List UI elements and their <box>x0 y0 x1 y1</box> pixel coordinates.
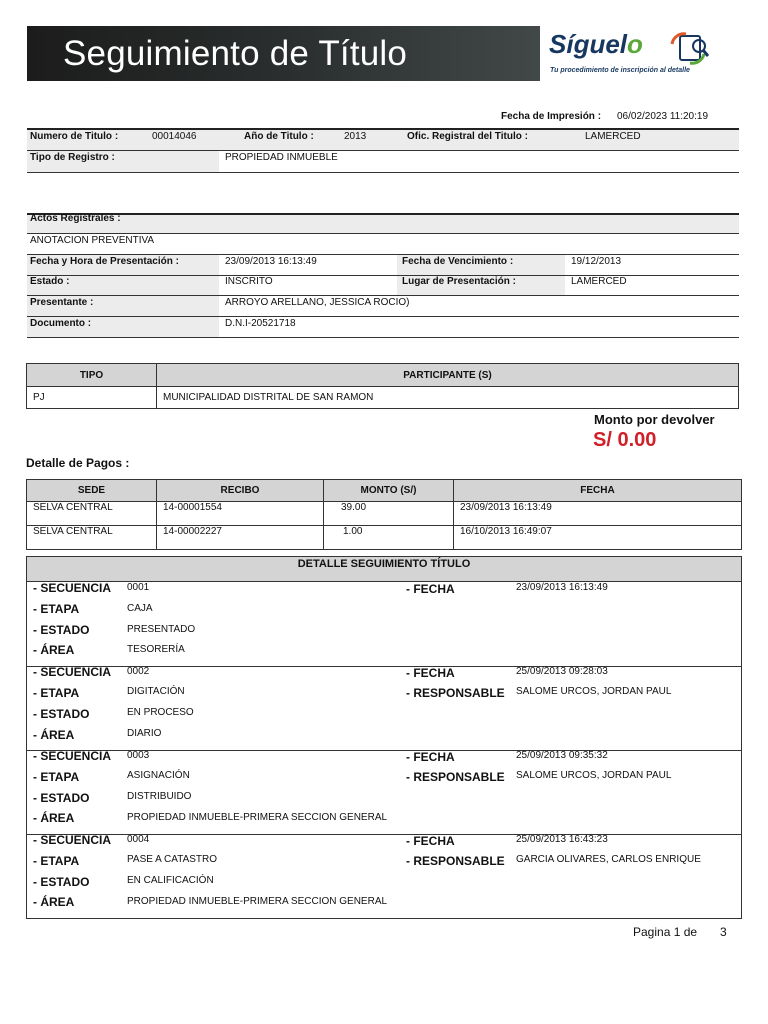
ofic-registral-label: Ofic. Registral del Titulo : <box>407 131 528 142</box>
area-label: - ÁREA <box>33 895 75 909</box>
responsable-value: GARCIA OLIVARES, CARLOS ENRIQUE <box>516 854 701 865</box>
print-date-value: 06/02/2023 11:20:19 <box>617 111 709 122</box>
numero-titulo-value: 00014046 <box>152 131 197 142</box>
estado-value: EN CALIFICACIÓN <box>127 875 214 886</box>
pago-sede: SELVA CENTRAL <box>27 526 157 550</box>
participantes-header-participante: PARTICIPANTE (S) <box>157 364 739 387</box>
fecha-value: 25/09/2013 09:35:32 <box>516 750 608 761</box>
responsable-label: - RESPONSABLE <box>406 854 505 868</box>
pago-recibo: 14-00001554 <box>157 502 324 526</box>
tipo-registro-label: Tipo de Registro : <box>30 152 115 163</box>
estado-value: EN PROCESO <box>127 707 194 718</box>
pago-recibo: 14-00002227 <box>157 526 324 550</box>
secuencia-value: 0001 <box>127 582 150 593</box>
divider <box>27 213 739 215</box>
divider <box>27 172 739 173</box>
fecha-label: - FECHA <box>406 750 455 764</box>
participantes-table <box>26 363 739 409</box>
anio-titulo-label: Año de Titulo : <box>244 131 314 142</box>
monto-devolver-value: S/ 0.00 <box>593 429 657 451</box>
area-label: - ÁREA <box>33 811 75 825</box>
participantes-header-tipo: TIPO <box>27 364 157 387</box>
detalle-pagos-title: Detalle de Pagos : <box>26 456 130 470</box>
estado-value: PRESENTADO <box>127 624 196 635</box>
estado-value: INSCRITO <box>225 276 273 287</box>
secuencia-label: - SECUENCIA <box>33 833 112 847</box>
divider <box>27 254 739 255</box>
responsable-label: - RESPONSABLE <box>406 770 505 784</box>
estado-label: - ESTADO <box>33 875 90 889</box>
table-row <box>27 526 742 550</box>
document-search-icon <box>664 30 714 66</box>
estado-label: Estado : <box>30 276 70 287</box>
etapa-value: ASIGNACIÓN <box>127 770 190 781</box>
ofic-registral-value: LAMERCED <box>585 131 641 142</box>
divider <box>27 233 739 234</box>
pago-sede: SELVA CENTRAL <box>27 502 157 526</box>
divider <box>27 337 739 338</box>
tipo-registro-value: PROPIEDAD INMUEBLE <box>225 152 338 163</box>
lugar-presentacion-value: LAMERCED <box>571 276 627 287</box>
logo-text-accent: o <box>627 29 643 59</box>
secuencia-label: - SECUENCIA <box>33 581 112 595</box>
fecha-presentacion-value: 23/09/2013 16:13:49 <box>225 256 317 267</box>
pagos-header-recibo: RECIBO <box>157 480 324 502</box>
secuencia-label: - SECUENCIA <box>33 665 112 679</box>
area-label: - ÁREA <box>33 643 75 657</box>
divider <box>27 128 739 130</box>
pago-fecha: 23/09/2013 16:13:49 <box>454 502 742 526</box>
fecha-value: 25/09/2013 16:43:23 <box>516 834 608 845</box>
divider <box>27 316 739 317</box>
presentante-value: ARROYO ARELLANO, JESSICA ROCIO) <box>225 297 410 308</box>
numero-titulo-label: Numero de Titulo : <box>30 131 119 142</box>
fecha-vencimiento-value: 19/12/2013 <box>571 256 622 267</box>
seguimiento-title: DETALLE SEGUIMIENTO TÍTULO <box>27 557 741 582</box>
secuencia-value: 0003 <box>127 750 150 761</box>
etapa-value: PASE A CATASTRO <box>127 854 218 865</box>
participante-nombre: MUNICIPALIDAD DISTRITAL DE SAN RAMON <box>157 387 739 409</box>
logo-text: Síguel <box>549 29 628 59</box>
fecha-value: 23/09/2013 16:13:49 <box>516 582 608 593</box>
divider <box>27 150 739 151</box>
responsable-label: - RESPONSABLE <box>406 686 505 700</box>
pago-fecha: 16/10/2013 16:49:07 <box>454 526 742 550</box>
pagos-header-fecha: FECHA <box>454 480 742 502</box>
monto-devolver-label: Monto por devolver <box>594 412 715 427</box>
area-value: PROPIEDAD INMUEBLE-PRIMERA SECCION GENERAL <box>127 896 388 907</box>
table-row <box>27 387 739 409</box>
print-date-label: Fecha de Impresión : <box>501 111 602 122</box>
etapa-value: DIGITACIÓN <box>127 686 185 697</box>
participante-tipo: PJ <box>27 387 157 409</box>
responsable-value: SALOME URCOS, JORDAN PAUL <box>516 686 672 697</box>
secuencia-value: 0002 <box>127 666 150 677</box>
pago-monto: 39.00 <box>324 502 454 526</box>
page-indicator-label: Pagina 1 de <box>633 925 698 939</box>
fecha-label: - FECHA <box>406 834 455 848</box>
divider <box>27 275 739 276</box>
divider <box>27 295 739 296</box>
area-value: PROPIEDAD INMUEBLE-PRIMERA SECCION GENERAL <box>127 812 388 823</box>
area-value: DIARIO <box>127 728 162 739</box>
etapa-label: - ETAPA <box>33 854 80 868</box>
area-value: TESORERÍA <box>127 644 185 655</box>
secuencia-value: 0004 <box>127 834 150 845</box>
fecha-value: 25/09/2013 09:28:03 <box>516 666 608 677</box>
logo-tagline: Tu procedimiento de inscripción al detalle <box>550 67 690 74</box>
pago-monto: 1.00 <box>324 526 454 550</box>
estado-label: - ESTADO <box>33 623 90 637</box>
pagos-header-sede: SEDE <box>27 480 157 502</box>
fecha-presentacion-label: Fecha y Hora de Presentación : <box>30 256 179 267</box>
fecha-label: - FECHA <box>406 582 455 596</box>
pagos-table <box>26 479 742 550</box>
table-row <box>27 502 742 526</box>
presentante-label: Presentante : <box>30 297 94 308</box>
etapa-label: - ETAPA <box>33 686 80 700</box>
fecha-label: - FECHA <box>406 666 455 680</box>
responsable-value: SALOME URCOS, JORDAN PAUL <box>516 770 672 781</box>
etapa-label: - ETAPA <box>33 602 80 616</box>
page-total: 3 <box>720 925 727 939</box>
documento-label: Documento : <box>30 318 92 329</box>
anio-titulo-value: 2013 <box>344 131 367 142</box>
documento-value: D.N.I-20521718 <box>225 318 296 329</box>
pagos-header-monto: MONTO (S/) <box>324 480 454 502</box>
secuencia-label: - SECUENCIA <box>33 749 112 763</box>
actos-registrales-label: Actos Registrales : <box>30 213 121 224</box>
lugar-presentacion-label: Lugar de Presentación : <box>402 276 516 287</box>
acto-value: ANOTACION PREVENTIVA <box>30 235 155 246</box>
fecha-vencimiento-label: Fecha de Vencimiento : <box>402 256 514 267</box>
estado-label: - ESTADO <box>33 707 90 721</box>
etapa-label: - ETAPA <box>33 770 80 784</box>
etapa-value: CAJA <box>127 603 153 614</box>
page-title: Seguimiento de Título <box>63 34 408 73</box>
estado-label: - ESTADO <box>33 791 90 805</box>
siguelo-logo <box>549 29 643 60</box>
estado-value: DISTRIBUIDO <box>127 791 192 802</box>
area-label: - ÁREA <box>33 728 75 742</box>
actos-row-bg <box>27 214 739 233</box>
